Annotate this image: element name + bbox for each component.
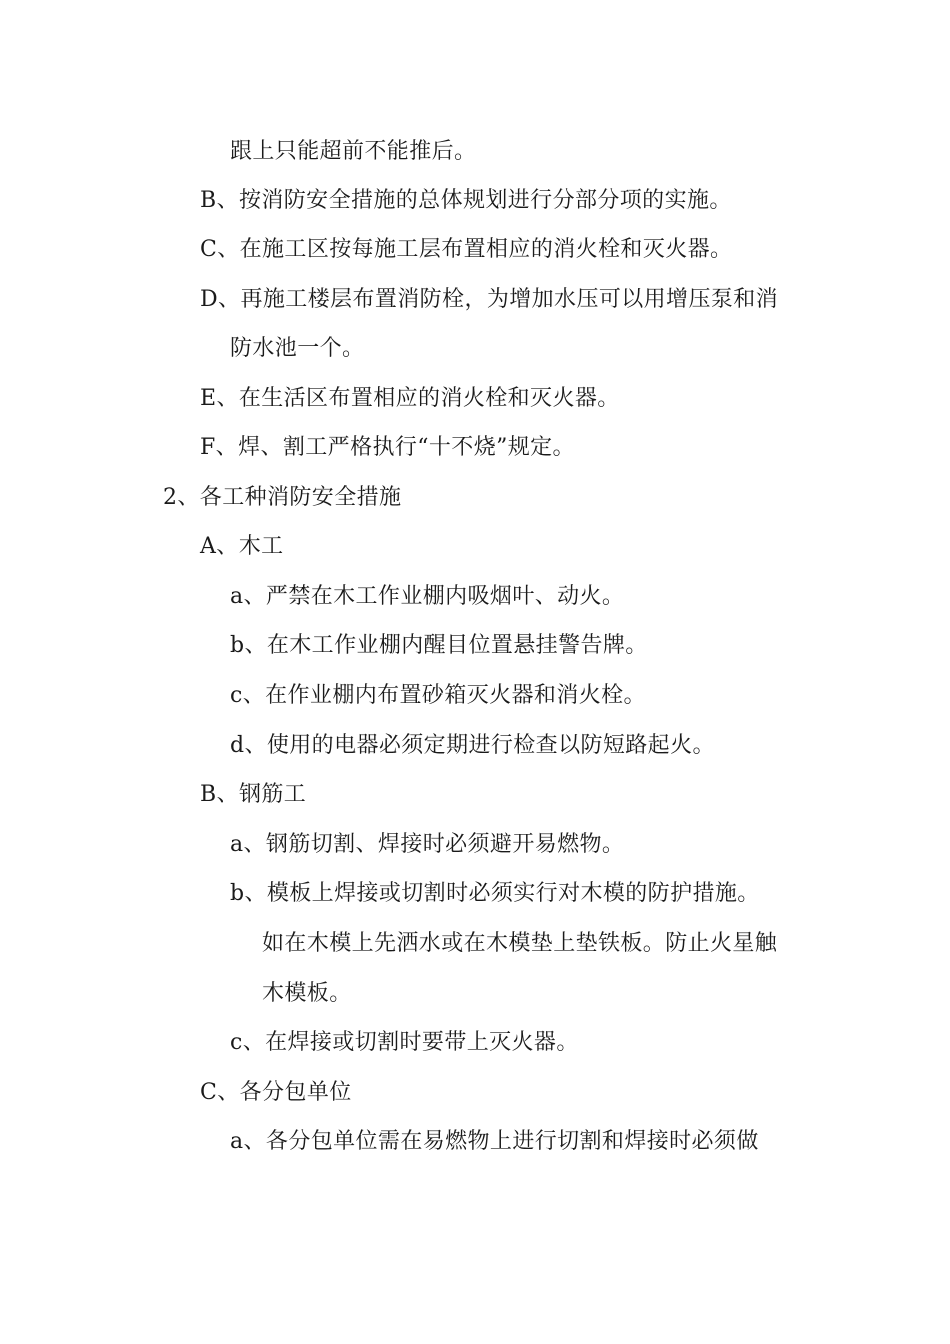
text-line-item-e: E、在生活区布置相应的消火栓和灭火器。: [200, 386, 620, 411]
subsection-heading-c: C、各分包单位: [200, 1080, 352, 1105]
text-line-a-c: c、在作业棚内布置砂箱灭火器和消火栓。: [230, 683, 646, 708]
text-line-a-a: a、严禁在木工作业棚内吸烟叶、动火。: [230, 584, 625, 609]
text-line-item-d: D、再施工楼层布置消防栓，为增加水压可以用增压泵和消: [200, 287, 779, 312]
text-line-item-d-continuation: 防水池一个。: [230, 336, 365, 361]
subsection-heading-b: B、钢筋工: [200, 782, 307, 807]
text-line-b-b: b、模板上焊接或切割时必须实行对木模的防护措施。: [230, 881, 760, 906]
text-line-b-c: c、在焊接或切割时要带上灭火器。: [230, 1030, 579, 1055]
text-line-c-a: a、各分包单位需在易燃物上进行切割和焊接时必须做: [230, 1129, 759, 1154]
text-line-b-b-continuation-1: 如在木模上先洒水或在木模垫上垫铁板。防止火星触: [262, 931, 778, 956]
subsection-heading-a: A、木工: [200, 534, 284, 559]
text-line-item-c: C、在施工区按每施工层布置相应的消火栓和灭火器。: [200, 237, 733, 262]
text-line-item-b: B、按消防安全措施的总体规划进行分部分项的实施。: [200, 188, 732, 213]
text-line-a-d: d、使用的电器必须定期进行检查以防短路起火。: [230, 733, 715, 758]
text-line-a-b: b、在木工作业棚内醒目位置悬挂警告牌。: [230, 633, 648, 658]
text-line-item-f: F、焊、割工严格执行“十不烧”规定。: [200, 435, 575, 460]
section-heading-2: 2、各工种消防安全措施: [163, 485, 402, 510]
text-line-continuation: 跟上只能超前不能推后。: [230, 139, 477, 164]
text-line-b-a: a、钢筋切割、焊接时必须避开易燃物。: [230, 832, 625, 857]
text-line-b-b-continuation-2: 木模板。: [262, 981, 352, 1006]
